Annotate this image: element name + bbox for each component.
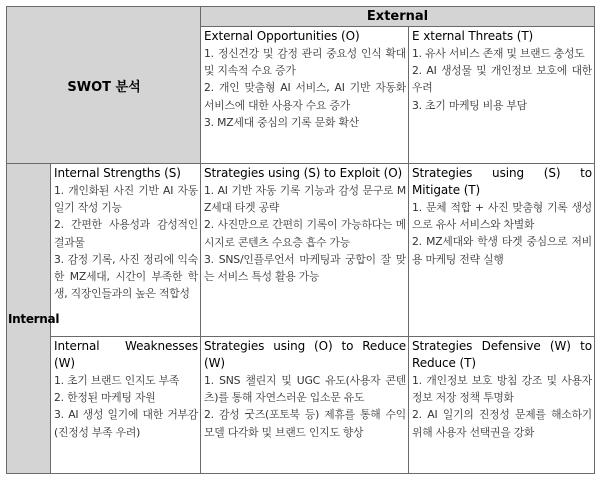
st-strategies-cell [409, 164, 595, 337]
so-strategy-item: 2. 사진만으로 간편히 기록이 가능하다는 메시지로 콘텐츠 수요층 흡수 가능 [204, 218, 407, 249]
so-strategies-cell [201, 164, 409, 337]
threat-item: 2. AI 생성물 및 개인정보 보호에 대한 우려 [412, 64, 593, 95]
wt-strategies-cell [409, 337, 595, 474]
opportunity-item: 3. MZ세대 중심의 기록 문화 확산 [204, 115, 359, 129]
wt-strategy-item: 2. AI 일기의 진정성 문제를 해소하기 위해 사용자 선택권을 강화 [412, 408, 593, 439]
wo-strategies-cell [201, 337, 409, 474]
opportunity-item: 1. 정신건강 및 감정 관리 중요성 인식 확대 및 지속적 수요 증가 [204, 47, 407, 78]
weakness-item: 2. 한정된 마케팅 자원 [54, 391, 156, 405]
weakness-item: 1. 초기 브랜드 인지도 부족 [54, 374, 180, 387]
swot-title: SWOT 분석 [67, 79, 141, 95]
swot-table [6, 6, 595, 474]
strength-item: 2. 간편한 사용성과 감성적인 결과물 [54, 218, 199, 249]
threat-item: 3. 초기 마케팅 비용 부담 [412, 98, 527, 112]
wt-strategies-title: Strategies Defensive (W) to Reduce (T) [412, 339, 593, 370]
header-row [7, 7, 595, 27]
opportunities-title: External Opportunities (O) [204, 29, 360, 43]
external-header: External [201, 7, 595, 27]
strength-item: 3. 감정 기록, 사진 정리에 익숙한 MZ세대, 시간이 부족한 학생, 직장인들과의 높은 적합성 [54, 252, 199, 301]
strengths-row [7, 164, 595, 337]
strengths-cell [51, 164, 201, 337]
opportunities-cell [201, 27, 409, 164]
strength-item: 1. 개인화된 사진 기반 AI 자동 일기 작성 기능 [54, 184, 199, 215]
st-strategies-title: Strategies using (S) to Mitigate (T) [412, 166, 593, 197]
threats-title: E xternal Threats (T) [412, 29, 534, 43]
weaknesses-cell [51, 337, 201, 474]
wt-strategy-item: 1. 개인정보 보호 방침 강조 및 사용자 정보 저장 정책 투명화 [412, 374, 593, 405]
weaknesses-row [7, 337, 595, 474]
opportunity-item: 2. 개인 맞춤형 AI 서비스, AI 기반 자동화 서비스에 대한 사용자 수요 증가 [204, 81, 407, 112]
threat-item: 1. 유사 서비스 존재 및 브랜드 충성도 [412, 47, 585, 60]
swot-title-cell [7, 7, 201, 164]
so-strategies-title: Strategies using (S) to Exploit (O) [204, 166, 403, 180]
weaknesses-title: Internal Weaknesses (W) [54, 339, 199, 370]
so-strategy-item: 3. SNS/인플루언서 마케팅과 궁합이 잘 맞는 서비스 특성 활용 가능 [204, 252, 407, 284]
wo-strategies-title: Strategies using (O) to Reduce (W) [204, 339, 407, 370]
internal-header: Internal [7, 164, 51, 474]
st-strategy-item: 1. 문체 적합 + 사진 맞춤형 기록 생성으로 유사 서비스와 차별화 [412, 201, 593, 232]
st-strategy-item: 2. MZ세대와 학생 타겟 중심으로 저비용 마케팅 전략 실행 [412, 235, 593, 266]
weakness-item: 3. AI 생성 일기에 대한 거부감(진정성 부족 우려) [54, 408, 199, 439]
wo-strategy-item: 2. 감성 굿즈(포토북 등) 제휴를 통해 수익 모델 다각화 및 브랜드 인지도 향상 [204, 408, 407, 439]
wo-strategy-item: 1. SNS 챌린지 및 UGC 유도(사용자 콘텐츠)를 통해 자연스러운 입소문 유도 [204, 374, 407, 405]
threats-cell [409, 27, 595, 164]
strengths-title: Internal Strengths (S) [54, 166, 181, 180]
so-strategy-item: 1. AI 기반 자동 기록 기능과 감성 문구로 MZ세대 타겟 공략 [204, 184, 407, 215]
